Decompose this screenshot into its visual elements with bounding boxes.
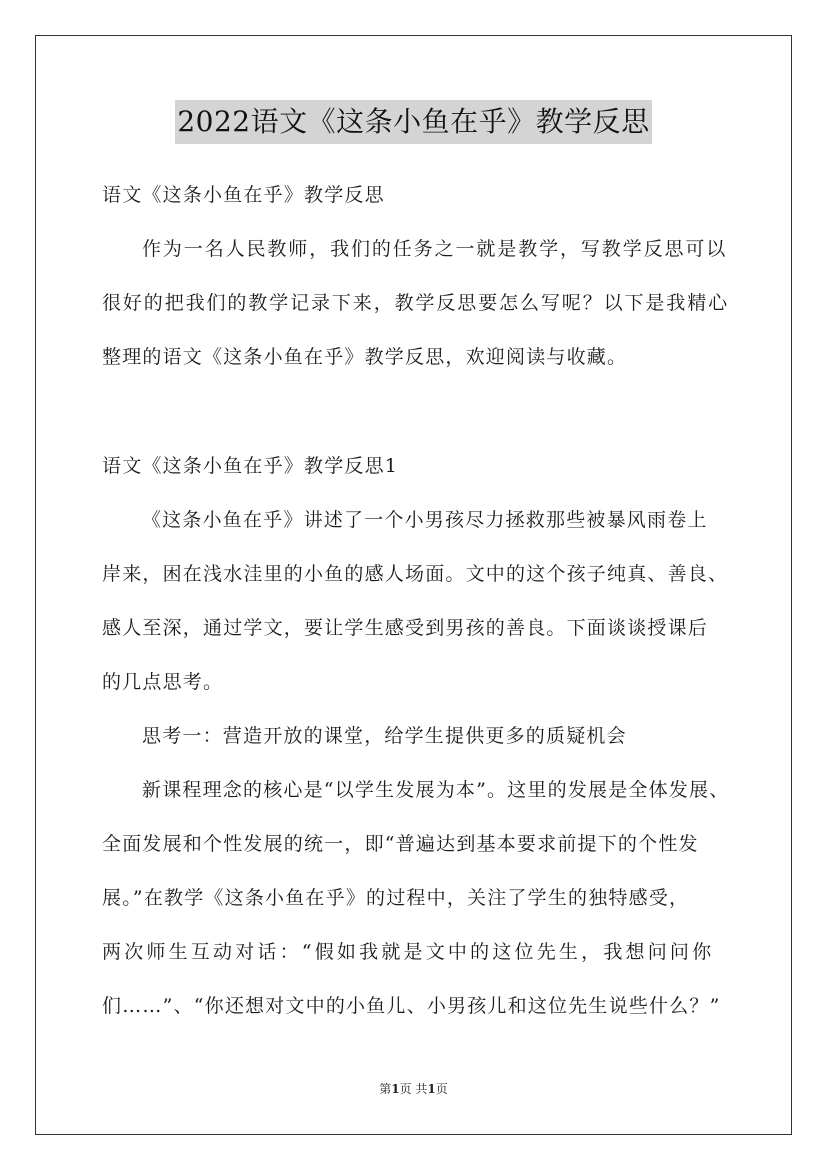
subheading-thought-1: 思考一：营造开放的课堂，给学生提供更多的质疑机会 xyxy=(142,725,627,747)
footer-prefix: 第 xyxy=(379,1082,392,1096)
page-footer xyxy=(0,1081,827,1097)
paragraph-line: 新课程理念的核心是“以学生发展为本”。这里的发展是全体发展、 xyxy=(142,779,730,801)
footer-page-current: 1 xyxy=(391,1082,400,1096)
paragraph-line: 展。”在教学《这条小鱼在乎》的过程中，关注了学生的独特感受， xyxy=(102,887,690,909)
footer-mid: 页 共 xyxy=(399,1082,428,1096)
title-container xyxy=(0,100,827,144)
footer-page-total: 1 xyxy=(427,1082,436,1096)
paragraph-line: 很好的把我们的教学记录下来，教学反思要怎么写呢？以下是我精心 xyxy=(102,292,730,314)
section-heading-intro: 语文《这条小鱼在乎》教学反思 xyxy=(102,184,385,206)
document-title: 2022语文《这条小鱼在乎》教学反思 xyxy=(175,100,651,144)
paragraph-line: 两次师生互动对话：“假如我就是文中的这位先生，我想问问你 xyxy=(102,941,715,963)
paragraph-line: 的几点思考。 xyxy=(102,671,224,693)
section-heading-1: 语文《这条小鱼在乎》教学反思1 xyxy=(102,455,399,477)
paragraph-line: 们……”、“你还想对文中的小鱼儿、小男孩儿和这位先生说些什么？” xyxy=(102,995,721,1017)
paragraph-line: 岸来，困在浅水洼里的小鱼的感人场面。文中的这个孩子纯真、善良、 xyxy=(102,563,729,585)
paragraph-line: 《这条小鱼在乎》讲述了一个小男孩尽力拯救那些被暴风雨卷上 xyxy=(142,509,708,531)
paragraph-line: 全面发展和个性发展的统一，即“普遍达到基本要求前提下的个性发 xyxy=(102,833,699,855)
paragraph-line: 作为一名人民教师，我们的任务之一就是教学，写教学反思可以 xyxy=(142,238,728,260)
footer-suffix: 页 xyxy=(435,1082,448,1096)
paragraph-line: 感人至深，通过学文，要让学生感受到男孩的善良。下面谈谈授课后 xyxy=(102,617,709,639)
paragraph-line: 整理的语文《这条小鱼在乎》教学反思，欢迎阅读与收藏。 xyxy=(102,346,628,368)
